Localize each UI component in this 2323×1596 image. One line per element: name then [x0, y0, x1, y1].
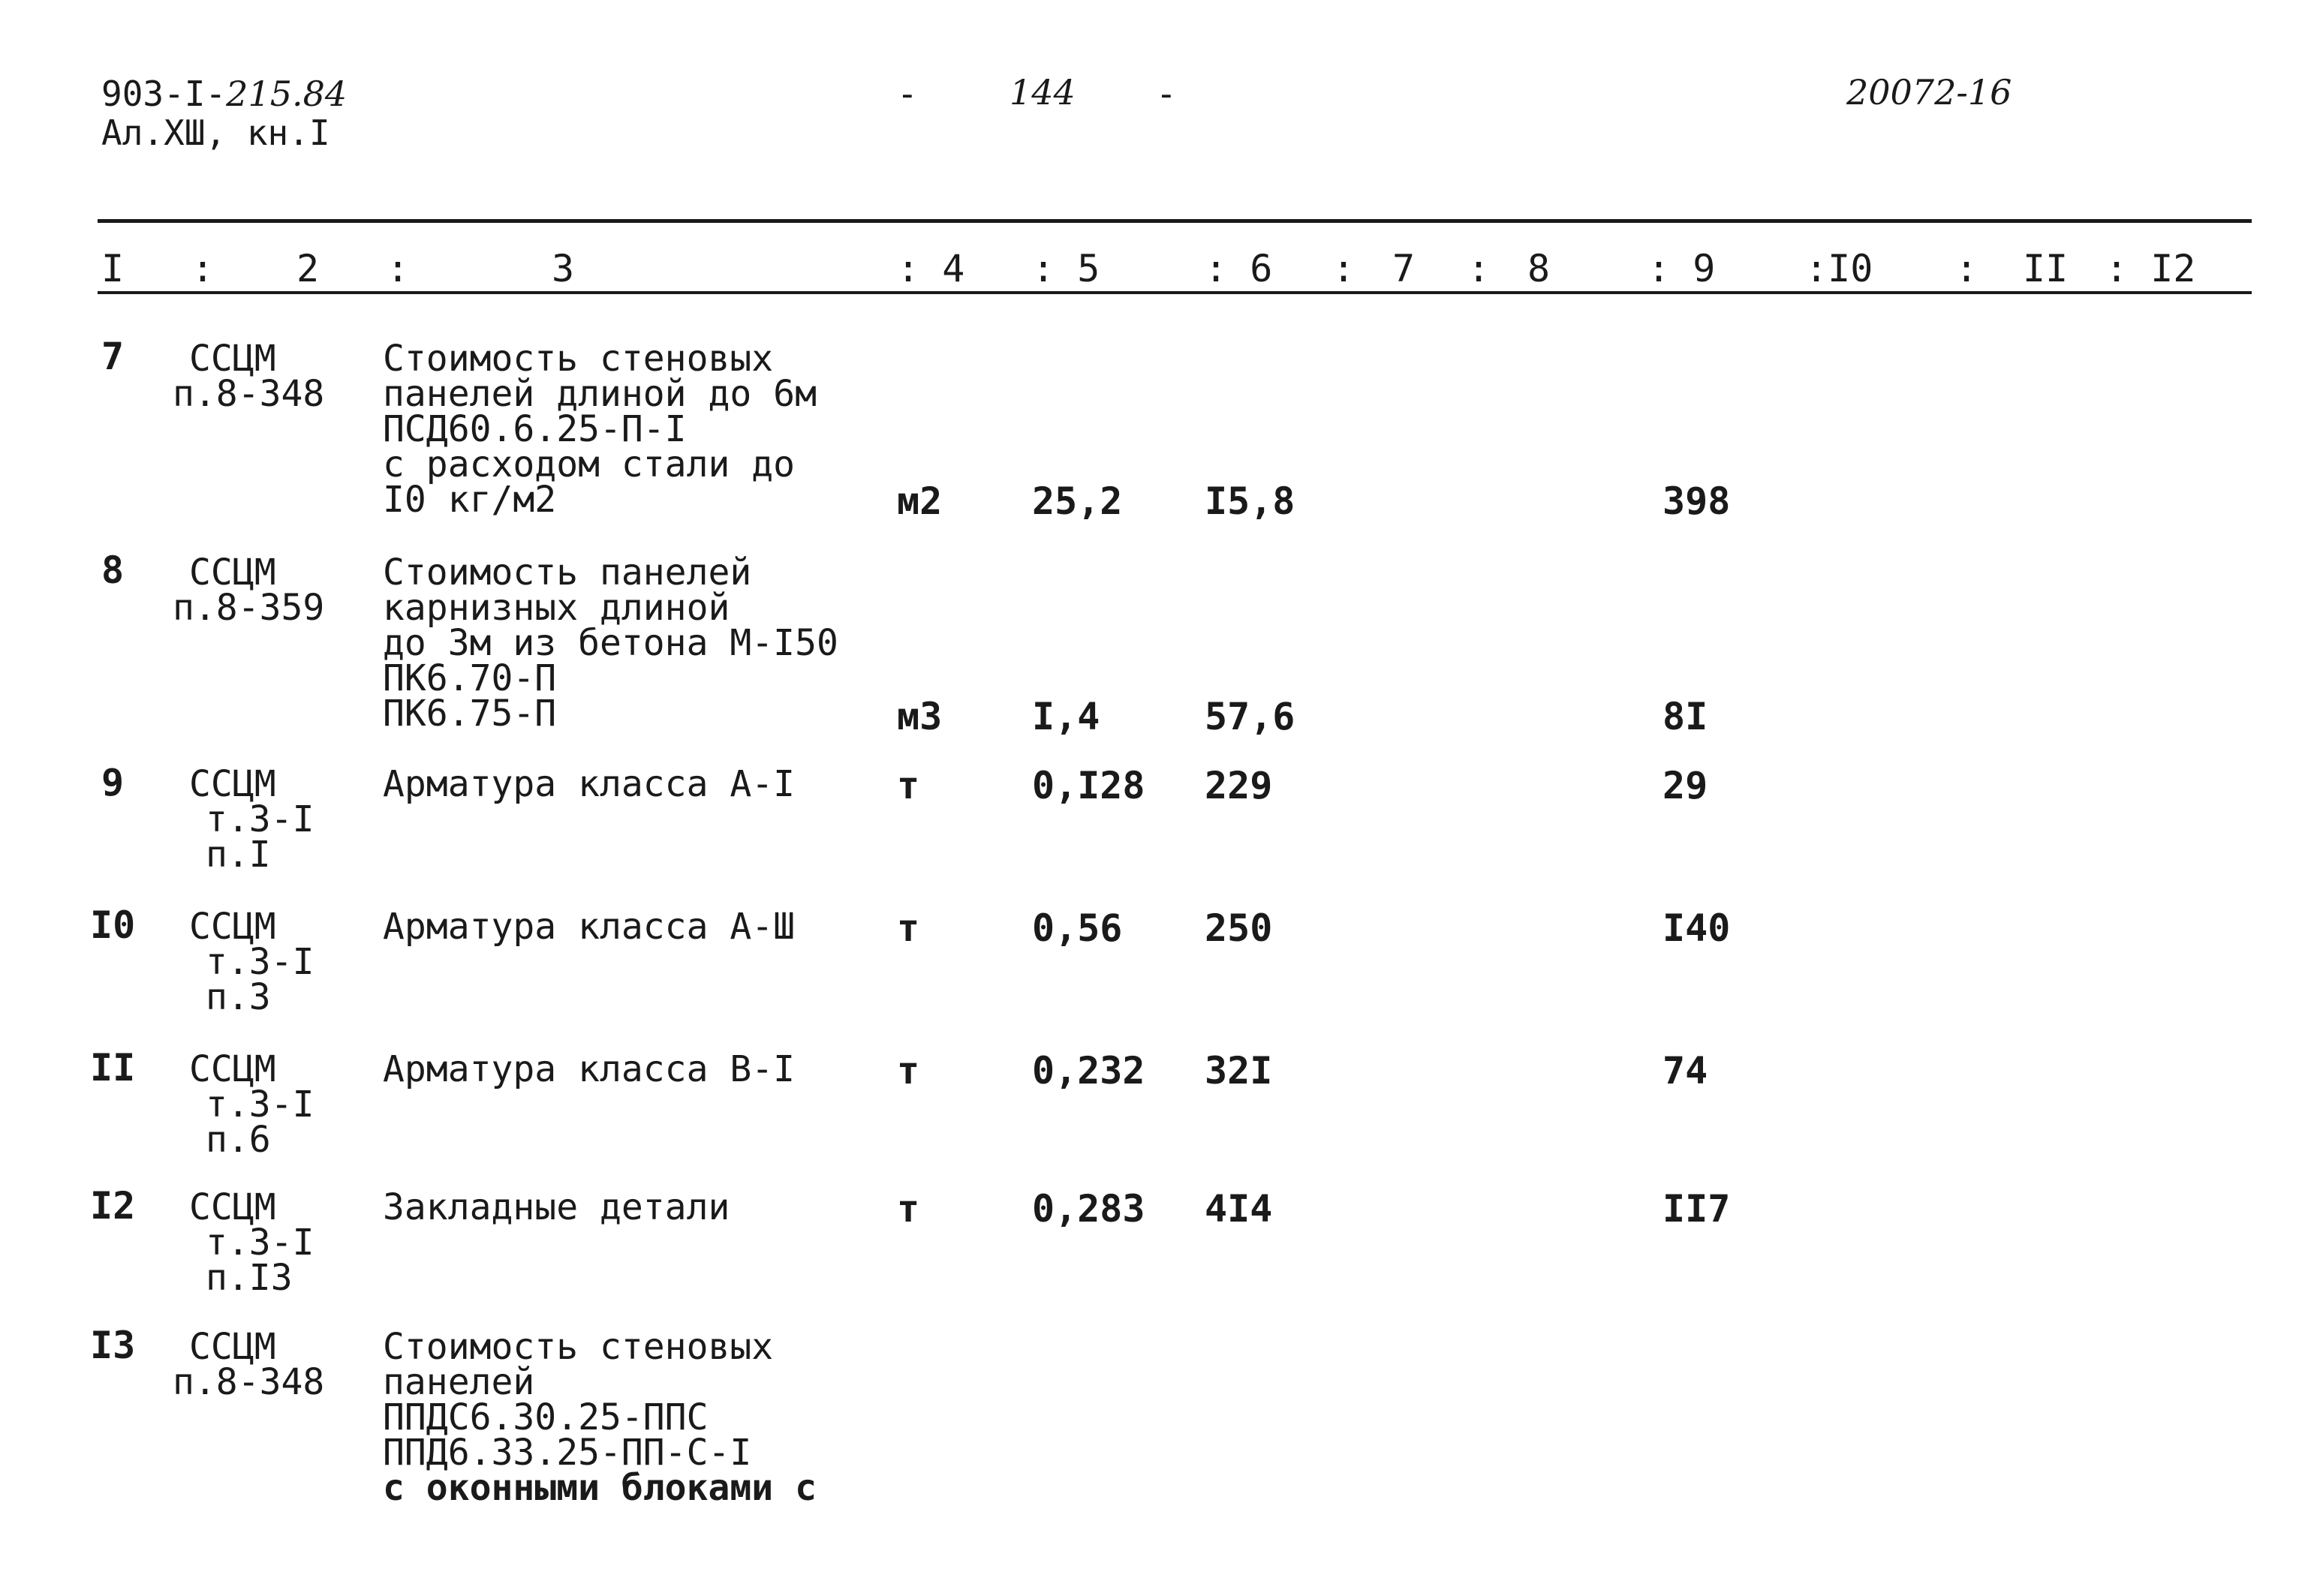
- description-line: I0 кг/м2: [383, 479, 557, 521]
- quantity: 0,232: [1032, 1049, 1145, 1093]
- price-reference: [173, 1048, 314, 1161]
- col-header-1: I: [101, 247, 125, 290]
- unit: т: [897, 1049, 920, 1093]
- unit: т: [897, 764, 920, 807]
- unit-price: 32I: [1205, 1049, 1273, 1093]
- unit-price: I5,8: [1205, 479, 1295, 523]
- price-reference: [173, 338, 325, 415]
- description-line: панелей: [383, 1361, 535, 1403]
- reference-source: ССЦМ: [189, 552, 276, 594]
- description-line: панелей длиной до 6м: [383, 373, 817, 415]
- page-dash-left: -: [897, 74, 918, 114]
- document-code-prefix: 903-I-: [101, 74, 227, 114]
- col-header-5: : 5: [1032, 247, 1100, 290]
- row-number: I2: [90, 1184, 136, 1228]
- col-sep: :: [1955, 247, 1978, 290]
- header-underline: [98, 291, 2252, 294]
- quantity: 0,56: [1032, 906, 1123, 950]
- description-line: с оконными блоками с: [383, 1467, 817, 1509]
- item-description: [383, 552, 838, 735]
- row-number: I3: [90, 1324, 136, 1367]
- quantity: 0,283: [1032, 1187, 1145, 1231]
- item-description: Арматура класса А-Ш: [383, 906, 796, 948]
- document-code-handwritten: 215.84: [226, 74, 348, 114]
- description-line: Стоимость стеновых: [383, 1326, 774, 1368]
- description-line: карнизных длиной: [383, 587, 730, 629]
- price-reference: [173, 763, 314, 876]
- total-cost: 29: [1663, 764, 1708, 807]
- item-description: Арматура класса А-I: [383, 763, 796, 805]
- unit-price: 57,6: [1205, 695, 1295, 738]
- item-description: [383, 338, 817, 521]
- archive-number: 20072-16: [1846, 72, 2012, 113]
- reference-source: ССЦМ: [189, 1186, 276, 1228]
- item-description: Закладные детали: [383, 1186, 730, 1228]
- page-number: 144: [1010, 72, 1076, 113]
- reference-table: т.3-I: [206, 1222, 314, 1264]
- price-reference: [173, 1186, 314, 1299]
- reference-item: п.8-348: [173, 1361, 325, 1403]
- description-line: ППД6.33.25-ПП-С-I: [383, 1432, 752, 1474]
- price-reference: [173, 1326, 325, 1403]
- quantity: 25,2: [1032, 479, 1123, 523]
- unit: м2: [897, 479, 943, 523]
- reference-source: ССЦМ: [189, 338, 276, 380]
- col-sep: :: [1332, 247, 1356, 290]
- top-rule: [98, 219, 2252, 223]
- total-cost: 74: [1663, 1049, 1708, 1093]
- total-cost: II7: [1663, 1187, 1731, 1231]
- row-number: 8: [101, 549, 125, 592]
- description-line: до 3м из бетона М-I50: [383, 622, 838, 664]
- total-cost: 8I: [1663, 695, 1708, 738]
- unit: т: [897, 1187, 920, 1231]
- unit-price: 4I4: [1205, 1187, 1273, 1231]
- reference-source: ССЦМ: [189, 1048, 276, 1090]
- description-line: ПСД60.6.25-П-I: [383, 408, 687, 450]
- col-header-3: 3: [552, 247, 575, 290]
- price-reference: [173, 552, 325, 629]
- col-header-8: 8: [1527, 247, 1551, 290]
- unit-price: 229: [1205, 764, 1273, 807]
- reference-item: п.8-359: [173, 587, 325, 629]
- col-header-7: 7: [1392, 247, 1416, 290]
- reference-item: п.8-348: [173, 373, 325, 415]
- col-header-6: : 6: [1205, 247, 1273, 290]
- price-reference: [173, 906, 314, 1018]
- row-number: I0: [90, 903, 136, 947]
- description-line: ПК6.75-П: [383, 693, 557, 735]
- quantity: 0,I28: [1032, 764, 1145, 807]
- row-number: II: [90, 1046, 136, 1090]
- col-header-9: : 9: [1647, 247, 1716, 290]
- description-line: Стоимость панелей: [383, 552, 752, 594]
- description-line: ППДС6.30.25-ППС: [383, 1396, 709, 1438]
- reference-source: ССЦМ: [189, 906, 276, 948]
- total-cost: 398: [1663, 479, 1731, 523]
- quantity: I,4: [1032, 695, 1100, 738]
- reference-item: п.3: [206, 976, 271, 1018]
- item-description: Арматура класса В-I: [383, 1048, 796, 1090]
- col-header-10: :I0: [1805, 247, 1873, 290]
- total-cost: I40: [1663, 906, 1731, 950]
- col-header-12: : I2: [2105, 247, 2196, 290]
- description-line: ПК6.70-П: [383, 657, 557, 699]
- col-sep: :: [387, 247, 410, 290]
- row-number: 9: [101, 761, 125, 804]
- item-description: [383, 1326, 817, 1509]
- reference-source: ССЦМ: [189, 763, 276, 805]
- unit: м3: [897, 695, 943, 738]
- reference-table: т.3-I: [206, 1084, 314, 1126]
- col-header-4: : 4: [897, 247, 965, 290]
- reference-table: т.3-I: [206, 941, 314, 983]
- unit-price: 250: [1205, 906, 1273, 950]
- col-header-11: II: [2023, 247, 2069, 290]
- album-reference: Ал.XШ, кн.I: [101, 113, 330, 153]
- col-sep: :: [191, 247, 215, 290]
- reference-table: т.3-I: [206, 798, 314, 840]
- col-header-2: 2: [296, 247, 320, 290]
- description-line: с расходом стали до: [383, 443, 796, 485]
- reference-item: п.6: [206, 1119, 271, 1161]
- unit: т: [897, 906, 920, 950]
- reference-item: п.I: [206, 834, 271, 876]
- document-code: [101, 75, 347, 113]
- col-sep: :: [1467, 247, 1491, 290]
- reference-source: ССЦМ: [189, 1326, 276, 1368]
- reference-item: п.I3: [206, 1257, 293, 1299]
- page-dash-right: -: [1156, 74, 1177, 114]
- row-number: 7: [101, 335, 125, 378]
- description-line: Стоимость стеновых: [383, 338, 774, 380]
